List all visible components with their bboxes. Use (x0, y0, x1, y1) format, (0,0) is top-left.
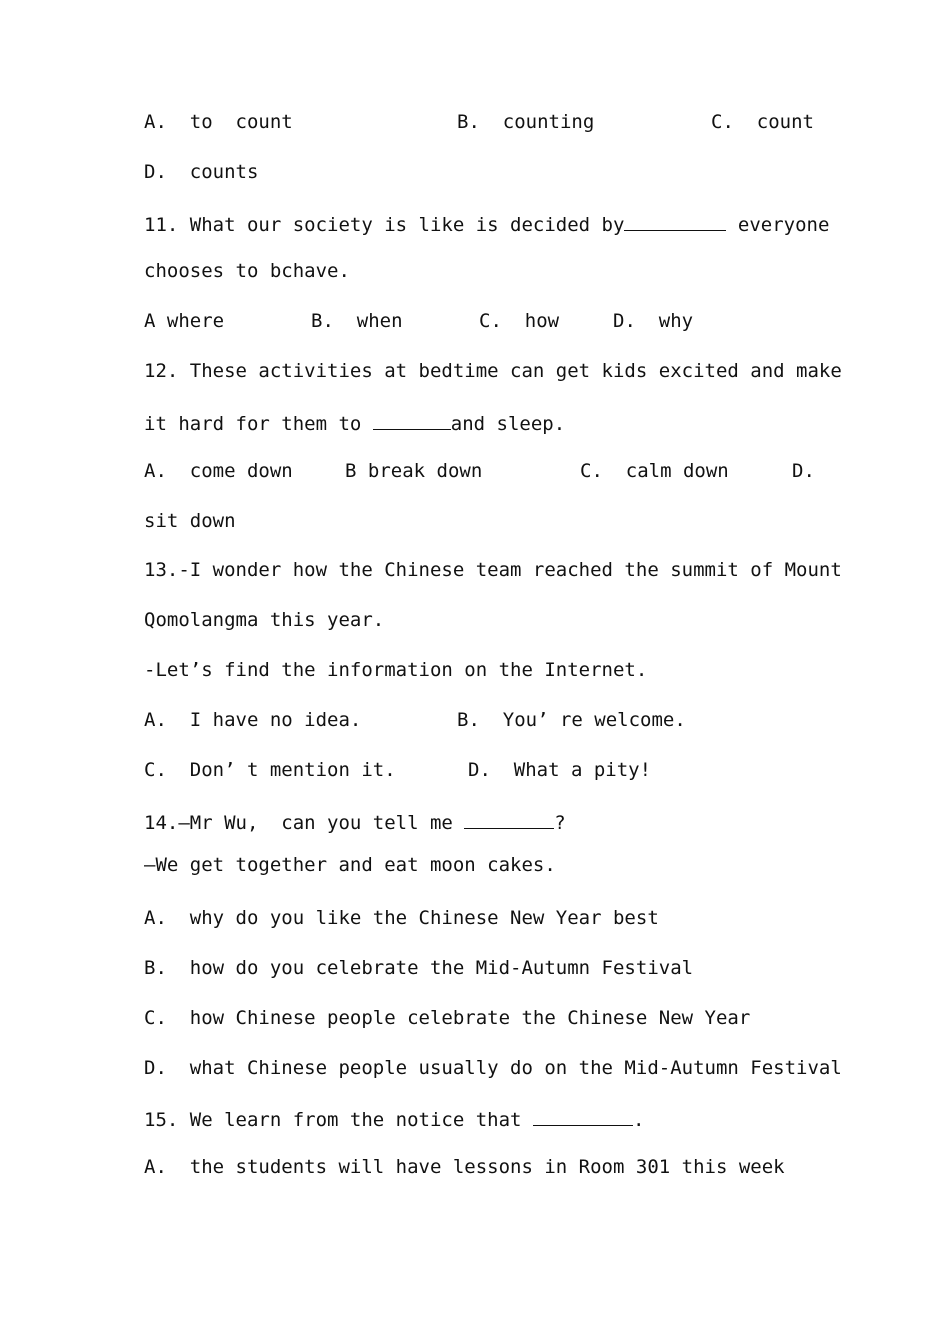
q13-option-b: B. You’ re welcome. (457, 709, 686, 731)
q15-stem (144, 1105, 644, 1129)
q15-stem-before: 15. We learn from the notice that (144, 1109, 533, 1131)
q13-stem-line2: Qomolangma this year. (144, 609, 385, 631)
q11-options-row (144, 309, 704, 333)
q14-stem-after: ? (554, 812, 566, 834)
q12-options-row (144, 459, 824, 483)
q14-option-d: D. what Chinese people usually do on the Mid-Autumn Festival (144, 1057, 842, 1079)
q12-option-d-text: sit down (144, 510, 236, 532)
q11-option-a: A where (144, 310, 225, 332)
q15-answer-blank (533, 1105, 633, 1126)
q10-option-c: C. count (711, 111, 814, 133)
q13-option-d: D. What a pity! (468, 759, 652, 781)
q11-stem-after: everyone (726, 214, 830, 236)
q14-option-b: B. how do you celebrate the Mid-Autumn Festival (144, 957, 694, 979)
q14-answer-blank (464, 808, 554, 829)
q11-stem (144, 210, 829, 234)
q12-stem-line1: 12. These activities at bedtime can get kids excited and make (144, 360, 842, 382)
q12-option-d-label: D. (792, 460, 815, 482)
q12-option-a: A. come down (144, 460, 293, 482)
q11-option-d: D. why (613, 310, 694, 332)
q14-option-a: A. why do you like the Chinese New Year best (144, 907, 659, 929)
q15-stem-after: . (632, 1109, 645, 1131)
q13-reply: -Let’s find the information on the Internet. (144, 659, 648, 681)
q13-options-row1 (144, 708, 744, 732)
q12-stem-line2 (144, 409, 565, 433)
q14-option-c: C. how Chinese people celebrate the Chinese New Year (144, 1007, 751, 1029)
q13-stem-line1: 13.-I wonder how the Chinese team reached the summit of Mount (144, 559, 842, 581)
q12-stem-before: it hard for them to (144, 413, 373, 435)
q11-stem-line2: chooses to bchave. (144, 260, 350, 282)
q14-stem-before: 14.—Mr Wu, can you tell me (144, 812, 465, 834)
q11-option-c: C. how (479, 310, 560, 332)
q12-option-b: B break down (345, 460, 483, 482)
q10-option-b: B. counting (457, 111, 595, 133)
q14-stem (144, 808, 566, 832)
q13-options-row2 (144, 758, 744, 782)
q13-option-a: A. I have no idea. (144, 709, 362, 731)
q14-reply: —We get together and eat moon cakes. (144, 854, 556, 876)
q10-option-a: A. to count (144, 111, 293, 133)
q12-stem-after: and sleep. (450, 413, 566, 435)
q11-stem-before: 11. What our society is like is decided by (144, 214, 625, 236)
q12-answer-blank (373, 409, 451, 430)
q10-option-d: D. counts (144, 161, 259, 183)
q15-option-a: A. the students will have lessons in Room 301 this week (144, 1156, 785, 1178)
q13-option-c: C. Don’ t mention it. (144, 759, 396, 781)
q10-options-row (144, 110, 824, 134)
q12-option-c: C. calm down (580, 460, 729, 482)
q11-answer-blank (624, 210, 726, 231)
q11-option-b: B. when (311, 310, 403, 332)
